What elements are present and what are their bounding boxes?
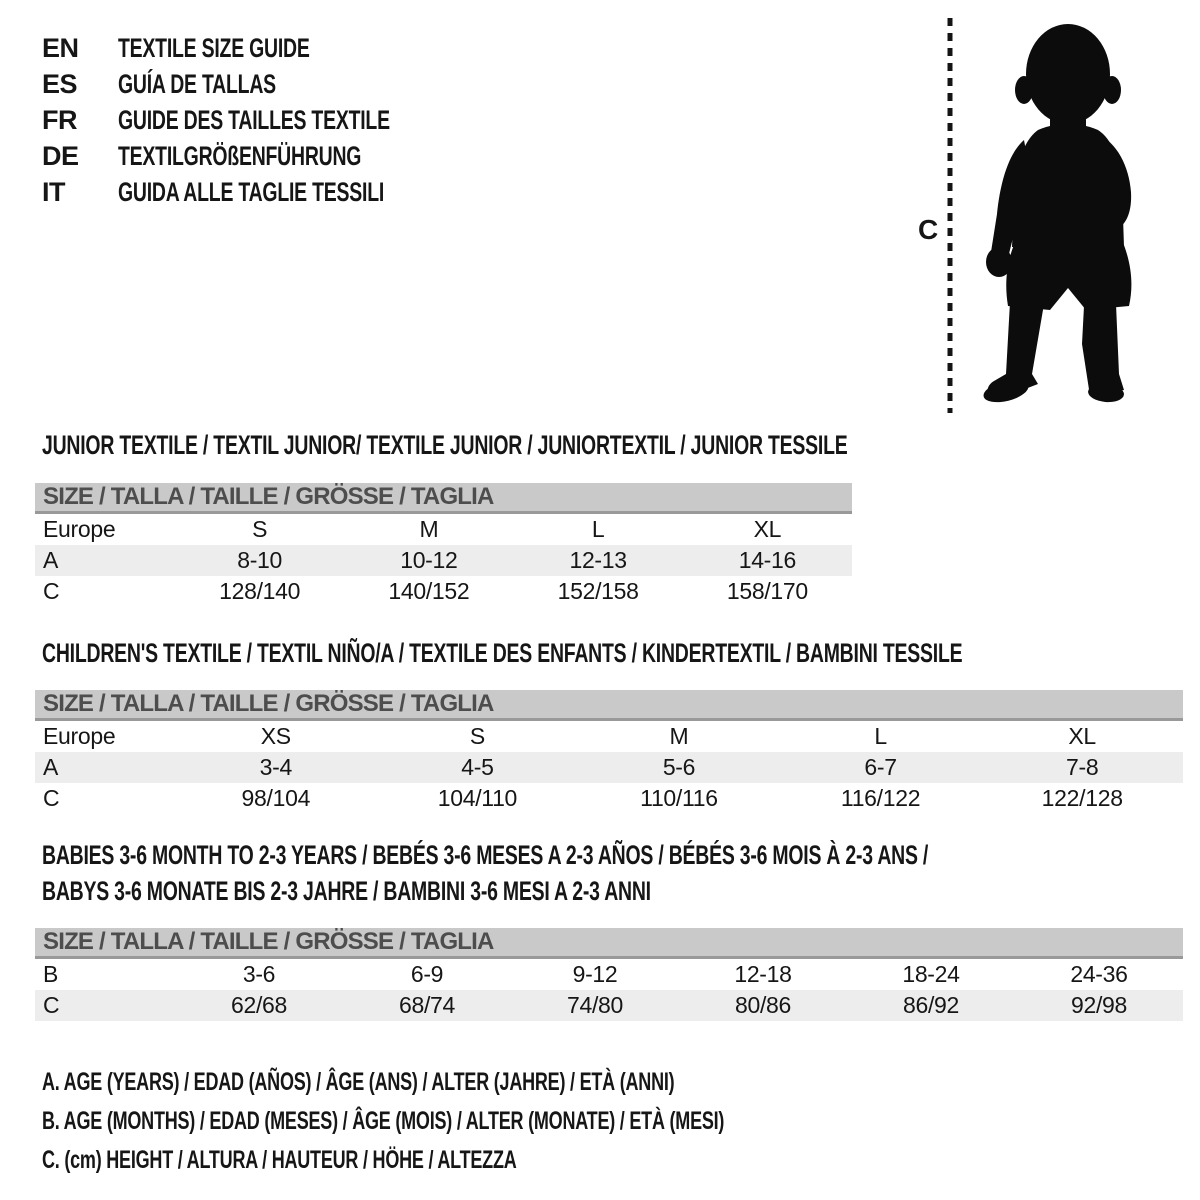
table-cell: L [591,516,605,542]
table-cell: 5-6 [662,754,696,780]
footnote-age-years: A. AGE (YEARS) / EDAD (AÑOS) / ÂGE (ANS) / ALTER (JAHRE) / ETÀ (ANNI) [42,1068,675,1096]
table-cell: 10-12 [400,547,458,573]
row-label: C [43,785,60,811]
table-cell: 18-24 [902,961,960,987]
table-cell: L [874,723,887,749]
row-label: A [43,754,59,780]
children-size-table [35,690,1183,814]
table-cell: 12-18 [734,961,792,987]
junior-section-title: JUNIOR TEXTILE / TEXTIL JUNIOR/ TEXTILE JUNIOR / JUNIORTEXTIL / JUNIOR TESSILE [42,430,848,460]
table-row [35,783,1183,814]
table-cell: S [252,516,268,542]
language-title: GUÍA DE TALLAS [118,68,276,99]
language-row [42,138,496,174]
language-row [42,66,496,102]
table-cell: 62/68 [230,992,288,1018]
language-title-list [42,30,496,210]
babies-section-title: BABIES 3-6 MONTH TO 2-3 YEARS / BEBÉS 3-6 MESES A 2-3 AÑOS / BÉBÉS 3-6 MOIS À 2-3 ANS / BABYS 3-6 MONATE BIS 2-3 JAHRE / BAMBINI 3-6 MESI A 2-3 ANNI [42,840,929,906]
language-row [42,102,496,138]
row-label: C [43,578,60,604]
table-cell: 140/152 [388,578,470,604]
table-cell: XS [260,723,291,749]
table-cell: 128/140 [219,578,301,604]
table-cell: 12-13 [569,547,627,573]
babies-size-table [35,928,1183,1021]
language-title: TEXTILE SIZE GUIDE [118,32,310,63]
size-header-bar: SIZE / TALLA / TAILLE / GRÖSSE / TAGLIA [35,928,1183,959]
footnote-age-months: B. AGE (MONTHS) / EDAD (MESES) / ÂGE (MOIS) / ALTER (MONATE) / ETÀ (MESI) [42,1107,725,1135]
table-cell: M [669,723,689,749]
table-row [35,990,1183,1021]
table-cell: 86/92 [902,992,960,1018]
table-row [35,514,852,545]
table-cell: 3-4 [259,754,292,780]
table-cell: 68/74 [398,992,456,1018]
language-code: IT [42,176,65,207]
language-code: FR [42,104,77,135]
toddler-silhouette [898,12,1160,418]
table-cell: 3-6 [242,961,276,987]
toddler-shape [981,24,1131,406]
children-section-title: CHILDREN'S TEXTILE / TEXTIL NIÑO/A / TEXTILE DES ENFANTS / KINDERTEXTIL / BAMBINI TESSILE [42,638,963,668]
row-label: Europe [43,723,116,749]
table-cell: 14-16 [738,547,797,573]
table-cell: 110/116 [640,785,718,811]
table-cell: 152/158 [557,578,639,604]
table-cell: 74/80 [566,992,624,1018]
table-cell: 24-36 [1070,961,1128,987]
row-label: A [43,547,59,573]
footnote-list [42,1068,990,1185]
row-label: B [43,961,59,987]
table-cell: M [419,516,439,542]
language-code: EN [42,32,79,63]
row-label: Europe [43,516,116,542]
table-cell: 116/122 [840,785,921,811]
table-cell: 92/98 [1070,992,1128,1018]
junior-size-table [35,483,852,607]
language-row [42,174,496,210]
size-header-bar: SIZE / TALLA / TAILLE / GRÖSSE / TAGLIA [35,483,852,514]
table-cell: 6-9 [410,961,444,987]
size-header-bar: SIZE / TALLA / TAILLE / GRÖSSE / TAGLIA [35,690,1183,721]
table-cell: 4-5 [461,754,494,780]
table-cell: XL [1068,723,1096,749]
measurement-figure [898,12,1160,418]
table-cell: 122/128 [1041,785,1123,811]
footnote-height-cm: C. (cm) HEIGHT / ALTURA / HAUTEUR / HÖHE / ALTEZZA [42,1146,517,1174]
table-cell: 80/86 [734,992,792,1018]
table-cell: 104/110 [437,785,518,811]
language-title: GUIDA ALLE TAGLIE TESSILI [118,176,385,207]
table-cell: 98/104 [241,785,311,811]
table-row [35,721,1183,752]
language-title: TEXTILGRÖßENFÜHRUNG [118,140,362,171]
table-cell: 9-12 [572,961,618,987]
row-label: C [43,992,60,1018]
table-row [35,959,1183,990]
table-cell: 8-10 [237,547,283,573]
table-row [35,545,852,576]
language-code: ES [42,68,78,99]
table-cell: S [469,723,485,749]
height-measure-label: C [918,214,939,245]
language-title: GUIDE DES TAILLES TEXTILE [118,104,390,135]
table-cell: 7-8 [1066,754,1099,780]
table-row [35,576,852,607]
language-code: DE [42,140,79,171]
table-cell: XL [753,516,782,542]
table-cell: 6-7 [864,754,897,780]
table-row [35,752,1183,783]
table-cell: 158/170 [726,578,808,604]
language-row [42,30,496,66]
